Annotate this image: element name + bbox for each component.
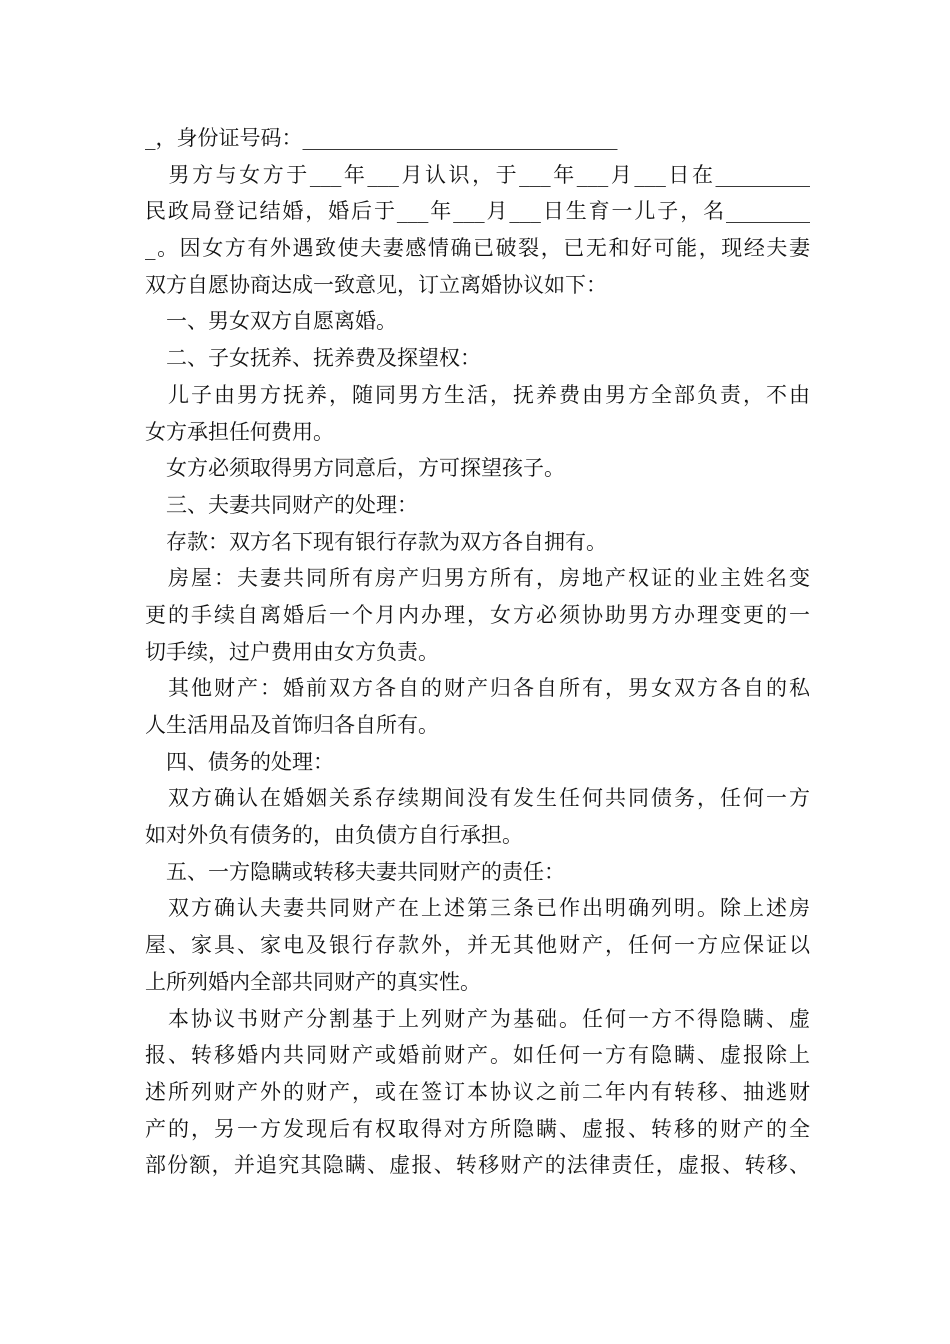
- text-line-15: 切手续，过户费用由女方负责。: [145, 639, 439, 664]
- text-line-10: 女方必须取得男方同意后，方可探望孩子。: [145, 456, 565, 481]
- text-line-8: 儿子由男方抚养，随同男方生活，抚养费由男方全部负责，不由: [145, 382, 810, 407]
- text-line-2: 男方与女方于___年___月认识，于___年___月___日在_________: [145, 162, 810, 187]
- text-line-24: 上所列婚内全部共同财产的真实性。: [145, 969, 481, 994]
- text-line-3: 民政局登记结婚，婚后于___年___月___日生育一儿子，名________: [145, 199, 810, 224]
- agreement-text: [145, 120, 810, 1184]
- text-line-22: 双方确认夫妻共同财产在上述第三条已作出明确列明。除上述房: [145, 896, 810, 921]
- text-line-23: 屋、家具、家电及银行存款外，并无其他财产，任何一方应保证以: [145, 933, 810, 958]
- text-line-26: 报、转移婚内共同财产或婚前财产。如任何一方有隐瞒、虚报除上: [145, 1043, 810, 1068]
- text-line-28: 产的，另一方发现后有权取得对方所隐瞒、虚报、转移的财产的全: [145, 1116, 810, 1141]
- text-line-16: 其他财产：婚前双方各自的财产归各自所有，男女双方各自的私: [145, 676, 810, 701]
- section-heading-4: 四、债务的处理：: [145, 749, 334, 774]
- text-line-27: 述所列财产外的财产，或在签订本协议之前二年内有转移、抽逃财: [145, 1079, 810, 1104]
- text-line-9: 女方承担任何费用。: [145, 419, 334, 444]
- text-line-29: 部份额，并追究其隐瞒、虚报、转移财产的法律责任，虚报、转移、: [145, 1153, 810, 1178]
- section-heading-2: 二、子女抚养、抚养费及探望权：: [145, 346, 481, 371]
- section-heading-1: 一、男女双方自愿离婚。: [145, 309, 397, 334]
- text-line-14: 更的手续自离婚后一个月内办理，女方必须协助男方办理变更的一: [145, 602, 810, 627]
- text-line-25: 本协议书财产分割基于上列财产为基础。任何一方不得隐瞒、虚: [145, 1006, 810, 1031]
- text-line-1: _，身份证号码：______________________________: [145, 126, 618, 150]
- section-heading-5: 五、一方隐瞒或转移夫妻共同财产的责任：: [145, 859, 565, 884]
- text-line-19: 双方确认在婚姻关系存续期间没有发生任何共同债务，任何一方: [145, 786, 810, 811]
- section-heading-3: 三、夫妻共同财产的处理：: [145, 492, 418, 517]
- text-line-13: 房屋：夫妻共同所有房产归男方所有，房地产权证的业主姓名变: [145, 566, 810, 591]
- text-line-17: 人生活用品及首饰归各自所有。: [145, 713, 439, 737]
- text-line-12: 存款：双方名下现有银行存款为双方各自拥有。: [145, 529, 607, 554]
- text-line-5: 双方自愿协商达成一致意见，订立离婚协议如下：: [145, 272, 607, 297]
- text-line-4: _。因女方有外遇致使夫妻感情确已破裂，已无和好可能，现经夫妻: [145, 236, 810, 261]
- text-line-20: 如对外负有债务的，由负债方自行承担。: [145, 823, 523, 848]
